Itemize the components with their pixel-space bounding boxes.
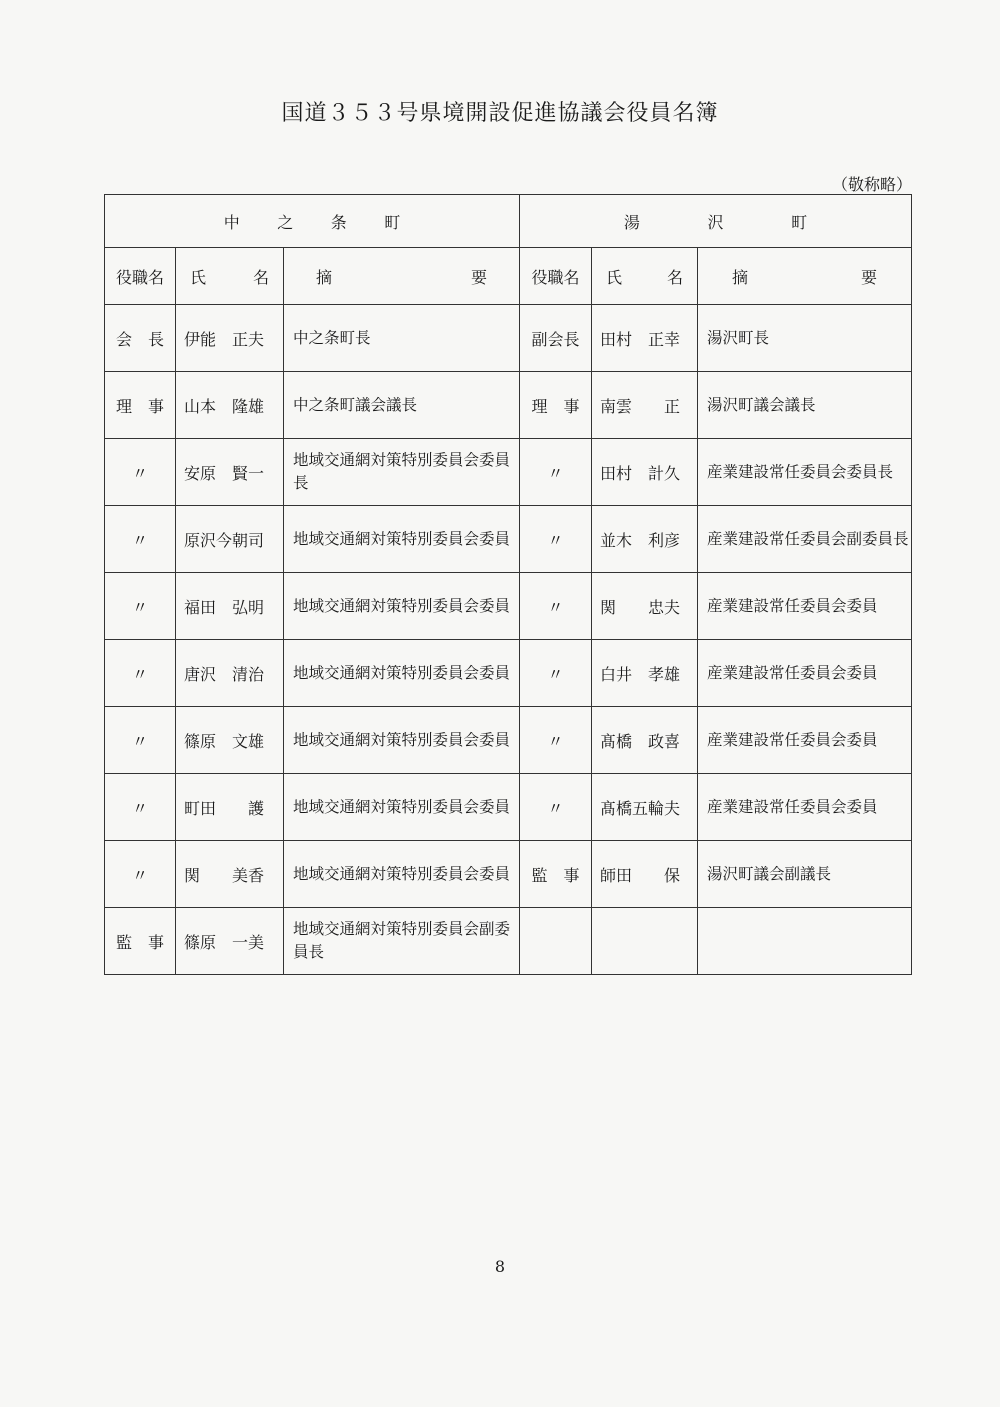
column-header-row (105, 248, 912, 305)
role-right: 監 事 (520, 841, 592, 908)
page-number: 8 (494, 1257, 506, 1276)
role-right: 副会長 (520, 305, 592, 372)
name-right: 髙橋 政喜 (592, 707, 698, 774)
note-left: 地域交通網対策特別委員会委員 (284, 506, 520, 573)
role-left: 〃 (105, 573, 176, 640)
note-right: 産業建設常任委員会副委員長 (698, 506, 912, 573)
name-left: 町田 護 (176, 774, 284, 841)
table-row (105, 372, 912, 439)
note-right (698, 908, 912, 975)
name-left: 福田 弘明 (176, 573, 284, 640)
officer-roster-table (104, 194, 912, 975)
note-left: 地域交通網対策特別委員会委員 (284, 774, 520, 841)
town-header-row (105, 195, 912, 248)
note-right: 湯沢町議会副議長 (698, 841, 912, 908)
note-right: 産業建設常任委員会委員 (698, 573, 912, 640)
note-left: 地域交通網対策特別委員会副委員長 (284, 908, 520, 975)
table-row (105, 573, 912, 640)
note-left: 地域交通網対策特別委員会委員 (284, 841, 520, 908)
name-right: 関 忠夫 (592, 573, 698, 640)
name-left: 伊能 正夫 (176, 305, 284, 372)
role-right: 〃 (520, 774, 592, 841)
note-left: 地域交通網対策特別委員会委員 (284, 707, 520, 774)
note-left: 中之条町議会議長 (284, 372, 520, 439)
role-right: 〃 (520, 439, 592, 506)
table-row (105, 305, 912, 372)
note-left: 地域交通網対策特別委員会委員 (284, 640, 520, 707)
role-right: 理 事 (520, 372, 592, 439)
note-right: 産業建設常任委員会委員 (698, 640, 912, 707)
name-right: 師田 保 (592, 841, 698, 908)
table-row (105, 439, 912, 506)
header-name-right: 氏 名 (592, 248, 698, 305)
table-row (105, 908, 912, 975)
role-left: 〃 (105, 439, 176, 506)
name-right: 髙橋五輪夫 (592, 774, 698, 841)
note-right: 産業建設常任委員会委員 (698, 774, 912, 841)
note-left: 地域交通網対策特別委員会委員 (284, 573, 520, 640)
name-left: 唐沢 清治 (176, 640, 284, 707)
name-right: 南雲 正 (592, 372, 698, 439)
name-right: 白井 孝雄 (592, 640, 698, 707)
role-right: 〃 (520, 707, 592, 774)
header-note-right: 摘 要 (698, 248, 912, 305)
name-left: 篠原 文雄 (176, 707, 284, 774)
header-name-left: 氏 名 (176, 248, 284, 305)
town-nakanojo: 中 之 条 町 (105, 195, 520, 248)
header-note-left: 摘 要 (284, 248, 520, 305)
name-left: 原沢今朝司 (176, 506, 284, 573)
table-row (105, 640, 912, 707)
name-right: 田村 計久 (592, 439, 698, 506)
table-row (105, 506, 912, 573)
role-left: 理 事 (105, 372, 176, 439)
name-right (592, 908, 698, 975)
role-left: 〃 (105, 640, 176, 707)
role-left: 〃 (105, 774, 176, 841)
role-right: 〃 (520, 640, 592, 707)
header-role-right: 役職名 (520, 248, 592, 305)
note-right: 産業建設常任委員会委員 (698, 707, 912, 774)
role-left: 監 事 (105, 908, 176, 975)
role-left: 〃 (105, 506, 176, 573)
table-row (105, 841, 912, 908)
name-left: 山本 隆雄 (176, 372, 284, 439)
name-left: 篠原 一美 (176, 908, 284, 975)
page-title: 国道３５３号県境開設促進協議会役員名簿 (281, 101, 719, 126)
town-yuzawa: 湯 沢 町 (520, 195, 912, 248)
role-right: 〃 (520, 573, 592, 640)
table-row (105, 774, 912, 841)
role-left: 〃 (105, 707, 176, 774)
note-right: 湯沢町議会議長 (698, 372, 912, 439)
name-right: 並木 利彦 (592, 506, 698, 573)
name-left: 安原 賢一 (176, 439, 284, 506)
note-left: 地域交通網対策特別委員会委員長 (284, 439, 520, 506)
note-left: 中之条町長 (284, 305, 520, 372)
name-left: 関 美香 (176, 841, 284, 908)
note-right: 産業建設常任委員会委員長 (698, 439, 912, 506)
role-right (520, 908, 592, 975)
role-left: 〃 (105, 841, 176, 908)
honorific-note: （敬称略） (831, 175, 912, 194)
table-row (105, 707, 912, 774)
role-left: 会 長 (105, 305, 176, 372)
name-right: 田村 正幸 (592, 305, 698, 372)
role-right: 〃 (520, 506, 592, 573)
note-right: 湯沢町長 (698, 305, 912, 372)
header-role-left: 役職名 (105, 248, 176, 305)
